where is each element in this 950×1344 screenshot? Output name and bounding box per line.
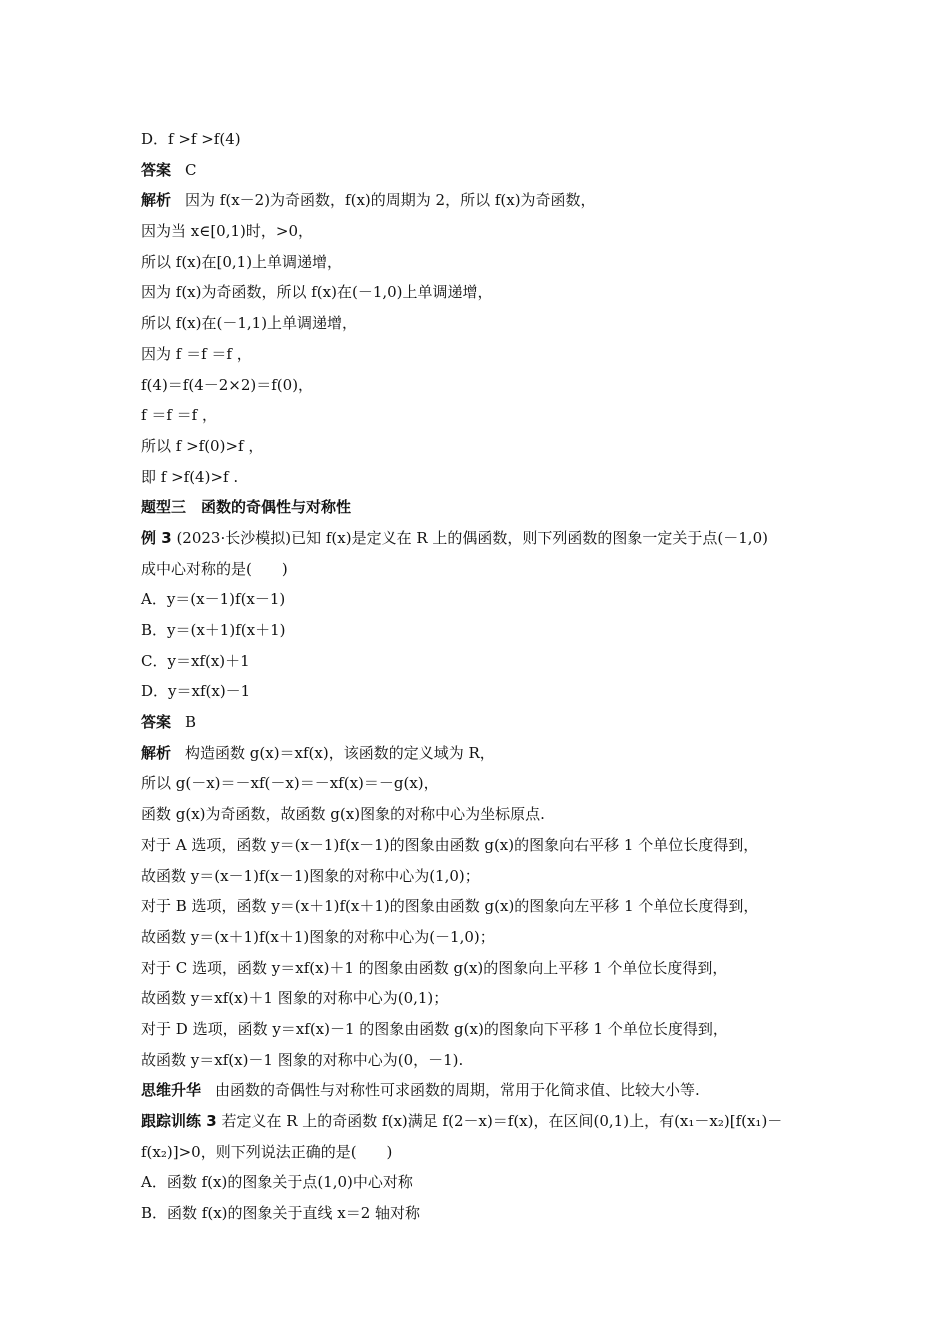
answer-line: 答案 C: [141, 160, 197, 179]
text-line: 对于 B 选项，函数 y＝(x＋1)f(x＋1)的图象由函数 g(x)的图象向左平移 1 个单位长度得到，: [141, 897, 759, 916]
text-line: f(4)＝f(4－2×2)＝f(0)，: [141, 375, 314, 394]
option-d: D．y＝xf(x)－1: [141, 682, 251, 701]
thinking-summary-line: 思维升华 由函数的奇偶性与对称性可求函数的周期，常用于化简求值、比较大小等.: [141, 1081, 700, 1100]
example-line: 例 3 (2023·长沙模拟)已知 f(x)是定义在 R 上的偶函数，则下列函数的图象一定关于点(－1,0): [141, 528, 768, 547]
text-line: 因为 f(x)为奇函数，所以 f(x)在(－1,0)上单调递增，: [141, 283, 493, 302]
text-line: 故函数 y＝(x－1)f(x－1)图象的对称中心为(1,0)；: [141, 866, 480, 885]
option-c: C．y＝xf(x)＋1: [141, 651, 250, 670]
text-line: 因为 f ＝f ＝f ，: [141, 344, 252, 363]
text-line: 因为当 x∈[0,1)时，>0，: [141, 222, 314, 241]
text-line: 成中心对称的是( ): [141, 559, 288, 578]
text-line: 所以 f(x)在[0,1)上单调递增，: [141, 252, 343, 271]
text-line: 对于 C 选项，函数 y＝xf(x)＋1 的图象由函数 g(x)的图象向上平移 1 个单位长度得到，: [141, 958, 728, 977]
text-line: 对于 D 选项，函数 y＝xf(x)－1 的图象由函数 g(x)的图象向下平移 1 个单位长度得到，: [141, 1019, 728, 1038]
text-line: 故函数 y＝xf(x)－1 图象的对称中心为(0，－1).: [141, 1050, 464, 1069]
option-d-line: D．f >f >f(4): [141, 130, 241, 148]
text-line: 对于 A 选项，函数 y＝(x－1)f(x－1)的图象由函数 g(x)的图象向右平移 1 个单位长度得到，: [141, 835, 759, 854]
text-line: 即 f >f(4)>f .: [141, 467, 239, 486]
practice-line: 跟踪训练 3 若定义在 R 上的奇函数 f(x)满足 f(2－x)＝f(x)，在区间(0,1)上，有(x₁－x₂)[f(x₁)－: [141, 1112, 783, 1130]
option-a: A．函数 f(x)的图象关于点(1,0)中心对称: [141, 1173, 413, 1192]
analysis-line: 解析 因为 f(x－2)为奇函数，f(x)的周期为 2，所以 f(x)为奇函数，: [141, 191, 596, 210]
text-line: 故函数 y＝xf(x)＋1 图象的对称中心为(0,1)；: [141, 989, 449, 1008]
text-line: 所以 g(－x)＝－xf(－x)＝－xf(x)＝－g(x)，: [141, 774, 439, 793]
text-line: f ＝f ＝f ，: [141, 406, 217, 425]
option-a: A．y＝(x－1)f(x－1): [141, 590, 286, 609]
text-line: 所以 f >f(0)>f ，: [141, 436, 264, 455]
option-b: B．函数 f(x)的图象关于直线 x＝2 轴对称: [141, 1204, 421, 1223]
text-line: f(x₂)]>0，则下列说法正确的是( ): [141, 1142, 393, 1161]
option-b: B．y＝(x＋1)f(x＋1): [141, 621, 286, 639]
answer-line: 答案 B: [141, 713, 197, 732]
text-line: 所以 f(x)在(－1,1)上单调递增，: [141, 314, 358, 333]
document-page: [141, 124, 821, 1229]
text-line: 函数 g(x)为奇函数，故函数 g(x)图象的对称中心为坐标原点.: [141, 805, 545, 824]
section-heading: 题型三 函数的奇偶性与对称性: [141, 498, 352, 517]
analysis-line: 解析 构造函数 g(x)＝xf(x)，该函数的定义域为 R，: [141, 743, 495, 762]
text-line: 故函数 y＝(x＋1)f(x＋1)图象的对称中心为(－1,0)；: [141, 927, 495, 946]
